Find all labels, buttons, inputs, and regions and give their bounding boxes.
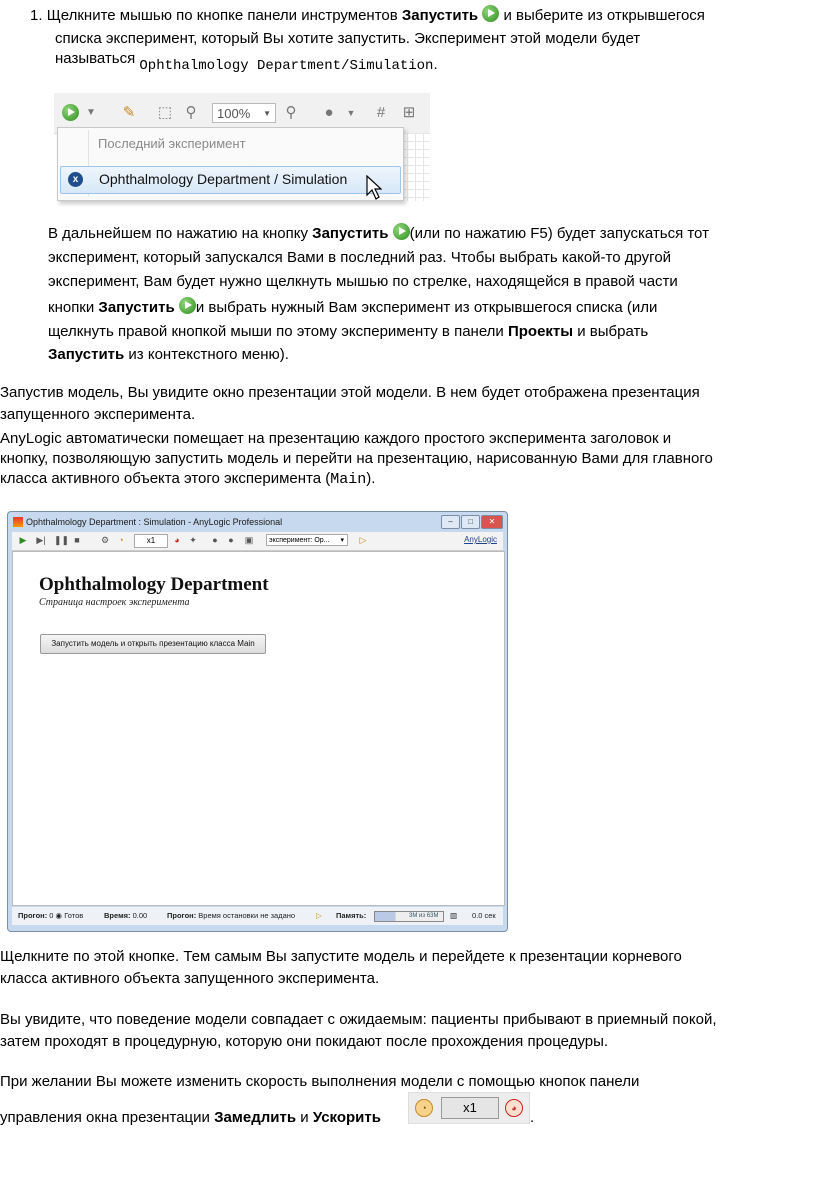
run-play-icon[interactable] [62, 104, 79, 121]
para-2-line-1: В дальнейшем по нажатию на кнопку Запустить (или по нажатию F5) будет запускаться тот [48, 225, 709, 242]
step-1-line-3: называться Ophthalmology Department/Simulation. [55, 50, 438, 74]
speed-controls [408, 1092, 530, 1124]
settings-icon[interactable]: ✦ [189, 535, 197, 545]
memory-bar: 3M из 63M [374, 911, 444, 922]
toolbar-screenshot [54, 93, 430, 201]
mouse-cursor-icon [366, 175, 382, 201]
para-2-line-2: эксперимент, который запускался Вами в последний раз. Чтобы выбрать какой-то другой [48, 249, 672, 266]
step-1-line-2: списка эксперимент, который Вы хотите запустить. Эксперимент этой модели будет [55, 30, 641, 47]
para-7-line-1: При желании Вы можете изменить скорость выполнения модели с помощью кнопок панели [0, 1073, 640, 1090]
step-1-line-1: 1. Щелкните мышью по кнопке панели инструментов Запустить и выберите из открывшегося [30, 7, 705, 24]
step-icon[interactable]: ▶| [36, 535, 46, 545]
chevron-down-icon: ▾ [340, 537, 344, 544]
para-5-line-2: класса активного объекта запущенного эксперимента. [0, 970, 380, 987]
para-2-line-5: щелкнуть правой кнопкой мыши по этому эксперименту в панели Проекты и выбрать [48, 323, 649, 340]
build-icon[interactable]: ✎ [122, 104, 136, 121]
run-state-icon: ◉ [55, 911, 63, 920]
run-play-icon [179, 297, 196, 314]
para-4-line-3: класса активного объекта этого эксперимента (Main). [0, 470, 376, 488]
zoom-in-icon[interactable]: ⚲ [285, 104, 297, 121]
grid-icon[interactable]: # [376, 104, 386, 121]
experiment-name-mono: Ophthalmology Department/Simulation [139, 58, 434, 74]
para-6-line-2: затем проходят в процедурную, которую они покидают после прохождения процедуры. [0, 1033, 609, 1050]
speed-value: x1 [441, 1097, 499, 1119]
run-play-icon [482, 5, 499, 22]
app-icon [13, 517, 23, 527]
para-2-line-3: эксперимент, Вам будет нужно щелкнуть мышью по стрелке, находящейся в правой части [48, 273, 678, 290]
next-icon[interactable]: ▷ [359, 535, 367, 545]
run-term: Запустить [401, 7, 479, 24]
para-3-line-1: Запустив модель, Вы увидите окно презентации этой модели. В нем будет отображена презентация [0, 384, 700, 401]
speed-up-icon[interactable]: ◕ [505, 1099, 523, 1117]
slow-down-icon[interactable]: ◔ [415, 1099, 433, 1117]
para-3-line-2: запущенного эксперимента. [0, 406, 196, 423]
window-title: Ophthalmology Department : Simulation - AnyLogic Professional [26, 517, 283, 527]
trash-icon[interactable]: ▥ [450, 911, 458, 920]
experiment-select[interactable]: эксперимент: Op... ▾ [266, 534, 348, 546]
minimize-button[interactable]: – [441, 515, 460, 529]
presentation-canvas [12, 551, 505, 906]
para-4-line-1: AnyLogic автоматически помещает на презентацию каждого простого эксперимента заголовок и [0, 430, 672, 447]
view-icon[interactable]: ● [228, 535, 234, 545]
zoom-fit-icon[interactable]: ⬚ [157, 104, 173, 121]
run-play-icon [393, 223, 410, 240]
para-7-line-2: управления окна презентации Замедлить и Ускорить [0, 1109, 381, 1126]
chevron-down-icon: ▼ [263, 109, 271, 118]
speed-up-icon[interactable]: ◕ [174, 535, 180, 545]
navigate-icon[interactable]: ▣ [244, 535, 254, 545]
camera-icon[interactable]: ● [212, 535, 218, 545]
para-7-period: . [530, 1109, 535, 1126]
presentation-heading: Ophthalmology Department [39, 574, 269, 595]
experiment-dropdown-menu [57, 127, 404, 201]
para-2-line-4: кнопки Запустить и выбрать нужный Вам эксперимент из открывшегося списка (или [48, 299, 658, 316]
menu-item-simulation[interactable]: x Ophthalmology Department / Simulation [60, 166, 401, 194]
zoom-out-icon[interactable]: ⚲ [185, 104, 197, 121]
step-number: 1. [30, 7, 43, 24]
para-4-line-2: кнопку, позволяющую запустить модель и перейти на презентацию, нарисованную Вами для главного [0, 450, 713, 467]
model-icon[interactable]: ⚙ [100, 535, 110, 545]
close-button[interactable]: ✕ [481, 515, 503, 529]
para-5-line-1: Щелкните по этой кнопке. Тем самым Вы запустите модель и перейдете к презентации корневого [0, 948, 682, 965]
para-6-line-1: Вы увидите, что поведение модели совпадает с ожидаемым: пациенты прибывают в приемный покой, [0, 1011, 717, 1028]
para-2-line-6: Запустить из контекстного меню). [48, 346, 289, 363]
chevron-down-icon[interactable]: ▼ [346, 108, 356, 118]
stop-icon[interactable]: ■ [74, 535, 80, 545]
presentation-toolbar [12, 532, 503, 551]
pause-icon[interactable]: ❚❚ [54, 535, 70, 545]
chevron-down-icon[interactable]: ▼ [86, 107, 96, 118]
recent-experiment-header: Последний эксперимент [98, 136, 246, 151]
speed-field: x1 [134, 534, 168, 548]
run-icon[interactable]: ▶ [19, 535, 27, 545]
status-bar: Прогон: 0 ◉ Готов Время: 0.00 Прогон: Время остановки не задано ▷ Память: 3M из 63M ▥ 0.0 сек [12, 907, 503, 925]
bulb-icon[interactable]: ● [324, 104, 334, 121]
experiment-icon: x [68, 172, 83, 187]
slow-down-icon[interactable]: ◔ [118, 535, 124, 545]
presentation-subheading: Страница настроек эксперимента [39, 597, 190, 608]
anylogic-window [7, 511, 508, 932]
anylogic-link[interactable]: AnyLogic [464, 535, 497, 544]
run-model-button[interactable]: Запустить модель и открыть презентацию класса Main [40, 634, 266, 654]
maximize-button[interactable]: □ [461, 515, 480, 529]
zoom-level-select[interactable]: 100% ▼ [212, 103, 276, 123]
next-icon[interactable]: ▷ [316, 911, 322, 920]
snap-icon[interactable]: ⊞ [402, 104, 416, 121]
